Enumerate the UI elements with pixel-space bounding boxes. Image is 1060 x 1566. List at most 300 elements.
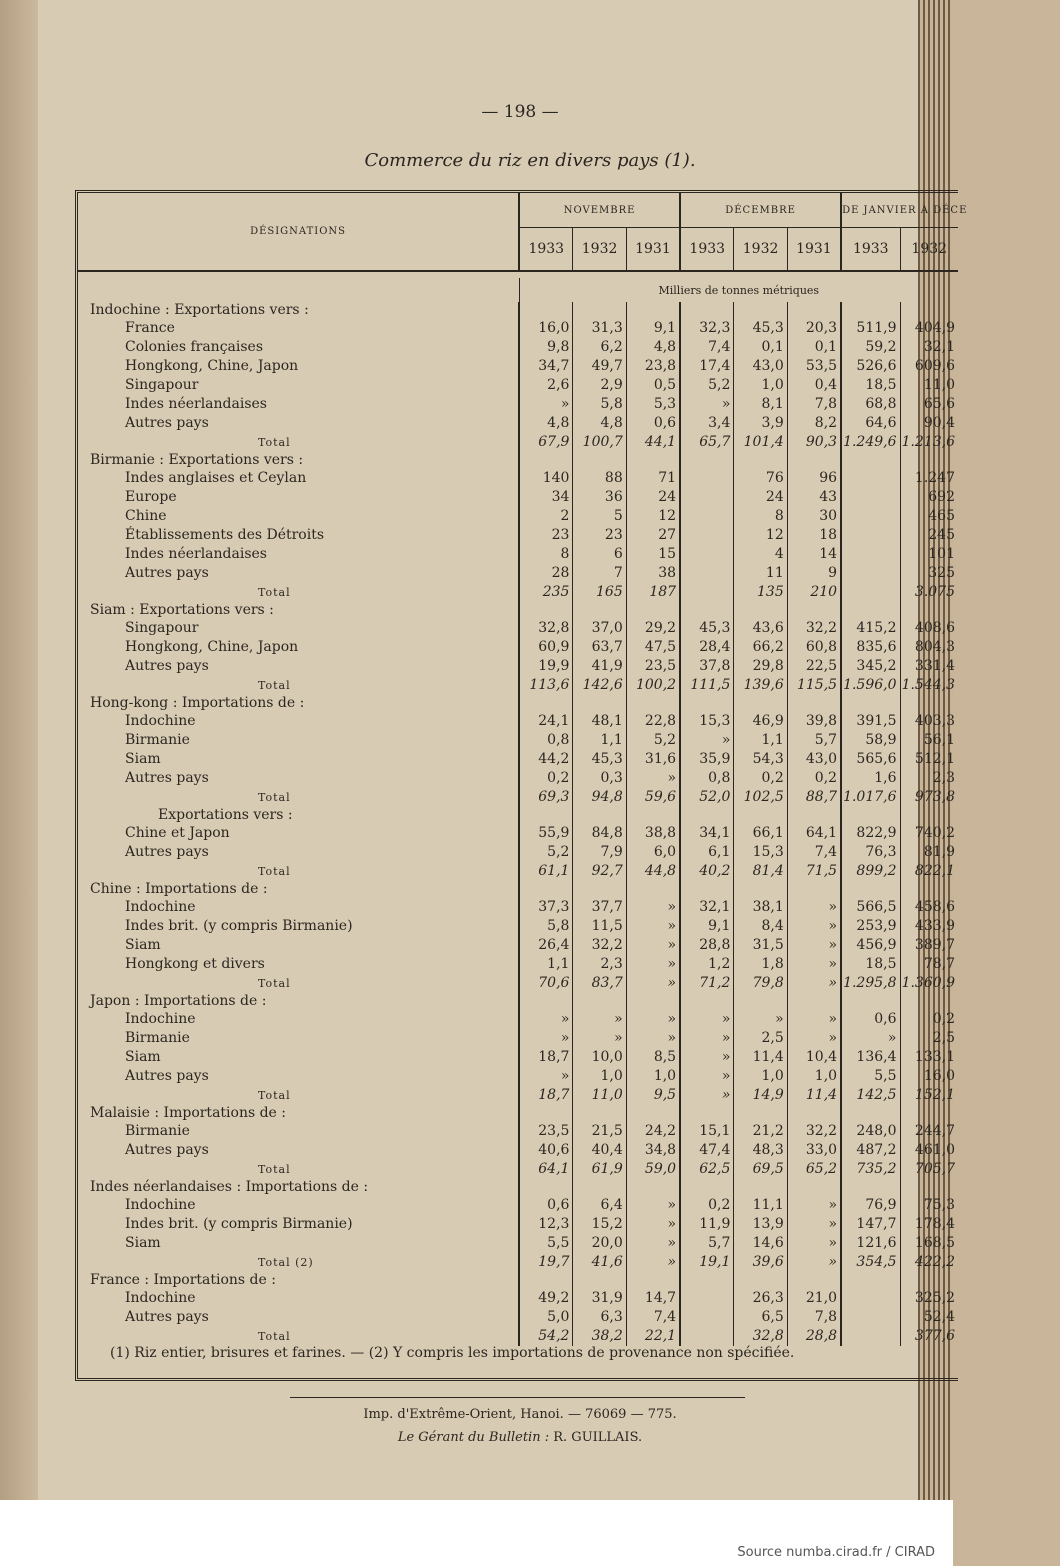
data-row <box>78 338 958 357</box>
data-row <box>78 1010 958 1029</box>
value-cell: 31,5 <box>734 936 787 955</box>
value-cell: 43 <box>787 488 841 507</box>
value-cell: 19,9 <box>519 657 573 676</box>
value-cell: 11,0 <box>573 1086 626 1105</box>
value-cell: » <box>787 974 841 993</box>
group-header-novembre: NOVEMBRE <box>519 193 680 228</box>
value-cell: 49,2 <box>519 1289 573 1308</box>
value-cell: 59,6 <box>626 788 680 807</box>
value-cell: 0,6 <box>626 414 680 433</box>
empty-cell <box>734 1272 787 1289</box>
data-row <box>78 712 958 731</box>
value-cell: 32,3 <box>680 319 734 338</box>
data-row <box>78 376 958 395</box>
value-cell: 18 <box>787 526 841 545</box>
empty-cell <box>573 452 626 469</box>
value-cell: 2,5 <box>900 1029 958 1048</box>
value-cell: 6,3 <box>573 1308 626 1327</box>
value-cell: 52,0 <box>680 788 734 807</box>
empty-cell <box>626 807 680 824</box>
value-cell: 41,6 <box>573 1253 626 1272</box>
value-cell: 32,8 <box>519 619 573 638</box>
value-cell: 1,8 <box>734 955 787 974</box>
section-title: Birmanie : Exportations vers : <box>90 452 304 468</box>
value-cell: 735,2 <box>841 1160 900 1179</box>
value-cell: 101 <box>900 545 958 564</box>
row-label: Birmanie <box>125 1030 190 1046</box>
total-row <box>78 974 958 993</box>
row-label: Indochine <box>125 1290 196 1306</box>
empty-cell <box>573 1272 626 1289</box>
value-cell: 71 <box>626 469 680 488</box>
value-cell: 49,7 <box>573 357 626 376</box>
value-cell: 0,5 <box>626 376 680 395</box>
empty-cell <box>900 807 958 824</box>
value-cell: 11,4 <box>734 1048 787 1067</box>
data-row <box>78 507 958 526</box>
value-cell: 66,1 <box>734 824 787 843</box>
value-cell: 54,2 <box>519 1327 573 1346</box>
empty-cell <box>841 1105 900 1122</box>
value-cell: 34,8 <box>626 1141 680 1160</box>
footnote: (1) Riz entier, brisures et farines. — (2) Y compris les importations de provenance non spécifiée. <box>110 1345 795 1361</box>
empty-cell <box>787 1179 841 1196</box>
value-cell: 8,1 <box>734 395 787 414</box>
value-cell: 1,0 <box>787 1067 841 1086</box>
value-cell: » <box>626 769 680 788</box>
value-cell: 12,3 <box>519 1215 573 1234</box>
empty-cell <box>626 993 680 1010</box>
value-cell: 133,1 <box>900 1048 958 1067</box>
value-cell: » <box>787 1196 841 1215</box>
row-label: Siam <box>125 1049 161 1065</box>
value-cell: 2,6 <box>519 376 573 395</box>
section-header-row <box>78 602 958 619</box>
total-row <box>78 583 958 602</box>
value-cell <box>841 469 900 488</box>
value-cell: 94,8 <box>573 788 626 807</box>
value-cell: » <box>680 1010 734 1029</box>
empty-cell <box>734 1179 787 1196</box>
group-header-decembre: DÉCEMBRE <box>680 193 841 228</box>
value-cell <box>841 1289 900 1308</box>
value-cell: 465 <box>900 507 958 526</box>
value-cell: 81,4 <box>734 862 787 881</box>
value-cell: 121,6 <box>841 1234 900 1253</box>
value-cell: 22,8 <box>626 712 680 731</box>
value-cell: 45,3 <box>680 619 734 638</box>
value-cell: 15,1 <box>680 1122 734 1141</box>
value-cell: 24 <box>626 488 680 507</box>
data-row <box>78 750 958 769</box>
value-cell: 5,0 <box>519 1308 573 1327</box>
value-cell: 403,3 <box>900 712 958 731</box>
value-cell <box>680 469 734 488</box>
value-cell: 11,1 <box>734 1196 787 1215</box>
empty-cell <box>734 1105 787 1122</box>
data-row <box>78 731 958 750</box>
value-cell: 152,1 <box>900 1086 958 1105</box>
value-cell: » <box>626 898 680 917</box>
data-row <box>78 1308 958 1327</box>
data-row <box>78 1122 958 1141</box>
value-cell: 5,2 <box>519 843 573 862</box>
value-cell: 59,2 <box>841 338 900 357</box>
value-cell: 135 <box>734 583 787 602</box>
value-cell: 822,1 <box>900 862 958 881</box>
row-total-label: Total <box>258 436 291 449</box>
value-cell: 29,8 <box>734 657 787 676</box>
value-cell: 23 <box>519 526 573 545</box>
value-cell: 28,8 <box>787 1327 841 1346</box>
value-cell: 511,9 <box>841 319 900 338</box>
value-cell <box>680 488 734 507</box>
empty-cell <box>900 602 958 619</box>
section-header-row <box>78 452 958 469</box>
data-row <box>78 769 958 788</box>
value-cell: 35,9 <box>680 750 734 769</box>
value-cell: 0,6 <box>519 1196 573 1215</box>
value-cell <box>680 507 734 526</box>
value-cell: 65,6 <box>900 395 958 414</box>
value-cell: 187 <box>626 583 680 602</box>
empty-cell <box>680 1179 734 1196</box>
designations-header: DÉSIGNATIONS <box>250 226 347 237</box>
value-cell: 1,1 <box>734 731 787 750</box>
value-cell: 60,8 <box>787 638 841 657</box>
value-cell: 6,0 <box>626 843 680 862</box>
section-title: Japon : Importations de : <box>90 993 267 1009</box>
data-row <box>78 1234 958 1253</box>
unit-label: Milliers de tonnes métriques <box>519 278 958 302</box>
empty-cell <box>900 881 958 898</box>
data-row <box>78 1067 958 1086</box>
value-cell: 90,4 <box>900 414 958 433</box>
value-cell: 64,1 <box>787 824 841 843</box>
empty-cell <box>841 1179 900 1196</box>
empty-cell <box>734 602 787 619</box>
value-cell: 28,8 <box>680 936 734 955</box>
empty-cell <box>573 695 626 712</box>
year-header: 1933 <box>680 228 734 272</box>
value-cell: 32,2 <box>787 1122 841 1141</box>
value-cell: 692 <box>900 488 958 507</box>
year-header: 1932 <box>573 228 626 272</box>
row-label: Indes brit. (y compris Birmanie) <box>125 1216 353 1232</box>
value-cell: 15,2 <box>573 1215 626 1234</box>
empty-cell <box>841 807 900 824</box>
value-cell: 47,5 <box>626 638 680 657</box>
data-row <box>78 917 958 936</box>
data-row <box>78 657 958 676</box>
value-cell: 1.544,3 <box>900 676 958 695</box>
value-cell: » <box>787 1215 841 1234</box>
value-cell: 19,1 <box>680 1253 734 1272</box>
value-cell: 24,1 <box>519 712 573 731</box>
value-cell: 1,1 <box>519 955 573 974</box>
divider <box>290 1397 745 1398</box>
data-row <box>78 1215 958 1234</box>
row-total-label: Total <box>258 679 291 692</box>
row-label: Siam <box>125 937 161 953</box>
value-cell: 38,1 <box>734 898 787 917</box>
group-header-janvier-decembre: DE JANVIER A DÉCE <box>841 193 958 228</box>
empty-cell <box>519 807 573 824</box>
value-cell: 8,5 <box>626 1048 680 1067</box>
row-label: Colonies françaises <box>125 339 264 355</box>
row-label: Singapour <box>125 620 199 636</box>
section-header-row <box>78 881 958 898</box>
value-cell: 0,2 <box>519 769 573 788</box>
value-cell: 487,2 <box>841 1141 900 1160</box>
value-cell: 377,6 <box>900 1327 958 1346</box>
value-cell: 1,0 <box>573 1067 626 1086</box>
value-cell: 32,2 <box>573 936 626 955</box>
value-cell: 11,5 <box>573 917 626 936</box>
empty-cell <box>519 881 573 898</box>
value-cell: 142,5 <box>841 1086 900 1105</box>
value-cell: 38 <box>626 564 680 583</box>
year-header: 1932 <box>900 228 958 272</box>
value-cell: 18,5 <box>841 376 900 395</box>
value-cell: » <box>680 1048 734 1067</box>
value-cell: 18,5 <box>841 955 900 974</box>
empty-cell <box>900 1179 958 1196</box>
value-cell: 100,7 <box>573 433 626 452</box>
value-cell <box>841 545 900 564</box>
value-cell: 136,4 <box>841 1048 900 1067</box>
value-cell: 88 <box>573 469 626 488</box>
value-cell: 21,0 <box>787 1289 841 1308</box>
value-cell: 14,7 <box>626 1289 680 1308</box>
value-cell: 14,6 <box>734 1234 787 1253</box>
value-cell: 389,7 <box>900 936 958 955</box>
data-row <box>78 564 958 583</box>
empty-cell <box>734 807 787 824</box>
row-label: Birmanie <box>125 732 190 748</box>
value-cell: » <box>787 898 841 917</box>
value-cell: 325,2 <box>900 1289 958 1308</box>
value-cell: 15,3 <box>680 712 734 731</box>
value-cell <box>841 583 900 602</box>
value-cell: 4 <box>734 545 787 564</box>
value-cell: 415,2 <box>841 619 900 638</box>
value-cell: 1,0 <box>734 1067 787 1086</box>
row-label: Chine et Japon <box>125 825 230 841</box>
value-cell: 178,4 <box>900 1215 958 1234</box>
row-total-label: Total <box>258 1163 291 1176</box>
value-cell: 76,9 <box>841 1196 900 1215</box>
value-cell: 63,7 <box>573 638 626 657</box>
value-cell: 55,9 <box>519 824 573 843</box>
empty-cell <box>573 602 626 619</box>
value-cell: 11 <box>734 564 787 583</box>
value-cell: 29,2 <box>626 619 680 638</box>
row-label: Autres pays <box>125 1142 209 1158</box>
empty-cell <box>734 695 787 712</box>
value-cell: 67,9 <box>519 433 573 452</box>
value-cell: 331,4 <box>900 657 958 676</box>
value-cell: 705,7 <box>900 1160 958 1179</box>
empty-cell <box>573 881 626 898</box>
source-credit: Source numba.cirad.fr / CIRAD <box>737 1545 935 1560</box>
value-cell: 5,7 <box>787 731 841 750</box>
total-row <box>78 1086 958 1105</box>
value-cell: 244,7 <box>900 1122 958 1141</box>
empty-cell <box>626 881 680 898</box>
value-cell: 40,6 <box>519 1141 573 1160</box>
value-cell: 512,1 <box>900 750 958 769</box>
value-cell: 325 <box>900 564 958 583</box>
value-cell: 9,5 <box>626 1086 680 1105</box>
empty-cell <box>841 602 900 619</box>
value-cell: 0,2 <box>680 1196 734 1215</box>
value-cell: 37,8 <box>680 657 734 676</box>
value-cell: 41,9 <box>573 657 626 676</box>
value-cell: 43,6 <box>734 619 787 638</box>
empty-cell <box>734 993 787 1010</box>
value-cell: 0,2 <box>787 769 841 788</box>
empty-cell <box>841 881 900 898</box>
value-cell: 32,2 <box>787 619 841 638</box>
row-label: Autres pays <box>125 565 209 581</box>
value-cell: 30 <box>787 507 841 526</box>
value-cell: 5,8 <box>519 917 573 936</box>
empty-cell <box>573 302 626 319</box>
value-cell: 5,3 <box>626 395 680 414</box>
value-cell: 7 <box>573 564 626 583</box>
imprint: Imp. d'Extrême-Orient, Hanoi. — 76069 — 775. <box>363 1407 677 1422</box>
empty-cell <box>787 302 841 319</box>
value-cell: 245 <box>900 526 958 545</box>
value-cell: 47,4 <box>680 1141 734 1160</box>
value-cell: 43,0 <box>787 750 841 769</box>
value-cell: 1.247 <box>900 469 958 488</box>
value-cell: 14 <box>787 545 841 564</box>
value-cell: 8,2 <box>787 414 841 433</box>
section-title: Exportations vers : <box>158 807 293 823</box>
value-cell: 113,6 <box>519 676 573 695</box>
total-row <box>78 676 958 695</box>
empty-cell <box>900 452 958 469</box>
value-cell: 0,2 <box>734 769 787 788</box>
value-cell: 147,7 <box>841 1215 900 1234</box>
value-cell: 31,6 <box>626 750 680 769</box>
empty-cell <box>519 302 573 319</box>
value-cell: 7,4 <box>626 1308 680 1327</box>
row-label: Indochine <box>125 1197 196 1213</box>
value-cell: 456,9 <box>841 936 900 955</box>
value-cell: » <box>519 395 573 414</box>
value-cell <box>841 564 900 583</box>
value-cell: 65,2 <box>787 1160 841 1179</box>
value-cell: 16,0 <box>519 319 573 338</box>
empty-cell <box>519 695 573 712</box>
value-cell: 38,8 <box>626 824 680 843</box>
value-cell: 28,4 <box>680 638 734 657</box>
empty-cell <box>734 881 787 898</box>
value-cell: 8,4 <box>734 917 787 936</box>
value-cell: 58,9 <box>841 731 900 750</box>
value-cell: 1.360,9 <box>900 974 958 993</box>
value-cell: 13,9 <box>734 1215 787 1234</box>
value-cell: 0,1 <box>787 338 841 357</box>
row-label: Hongkong, Chine, Japon <box>125 639 299 655</box>
value-cell <box>680 526 734 545</box>
value-cell: 61,9 <box>573 1160 626 1179</box>
row-total-label: Total <box>258 865 291 878</box>
value-cell: 6,4 <box>573 1196 626 1215</box>
row-label: Autres pays <box>125 844 209 860</box>
value-cell: 4,8 <box>519 414 573 433</box>
empty-cell <box>900 1105 958 1122</box>
year-header: 1931 <box>626 228 680 272</box>
value-cell: 40,4 <box>573 1141 626 1160</box>
row-label: Autres pays <box>125 415 209 431</box>
value-cell: 32,1 <box>900 338 958 357</box>
value-cell: 0,3 <box>573 769 626 788</box>
row-label: Indes brit. (y compris Birmanie) <box>125 918 353 934</box>
value-cell: 64,6 <box>841 414 900 433</box>
value-cell: 37,0 <box>573 619 626 638</box>
row-total-label: Total <box>258 791 291 804</box>
value-cell: 391,5 <box>841 712 900 731</box>
value-cell: 46,9 <box>734 712 787 731</box>
value-cell <box>680 564 734 583</box>
value-cell: 11,4 <box>787 1086 841 1105</box>
value-cell: 210 <box>787 583 841 602</box>
value-cell <box>680 1308 734 1327</box>
empty-cell <box>626 1105 680 1122</box>
value-cell: 65,7 <box>680 433 734 452</box>
empty-cell <box>519 452 573 469</box>
value-cell: 139,6 <box>734 676 787 695</box>
value-cell: 1,0 <box>626 1067 680 1086</box>
row-label: Indes anglaises et Ceylan <box>125 470 307 486</box>
value-cell: 899,2 <box>841 862 900 881</box>
value-cell: 69,3 <box>519 788 573 807</box>
value-cell: 9,1 <box>680 917 734 936</box>
value-cell: 48,1 <box>573 712 626 731</box>
value-cell: 15 <box>626 545 680 564</box>
row-total-label: Total <box>258 1330 291 1343</box>
value-cell: 70,6 <box>519 974 573 993</box>
value-cell: 37,3 <box>519 898 573 917</box>
value-cell: 36 <box>573 488 626 507</box>
empty-cell <box>900 1272 958 1289</box>
value-cell: 39,6 <box>734 1253 787 1272</box>
gerant-label: Le Gérant du Bulletin : <box>397 1430 550 1445</box>
empty-cell <box>626 695 680 712</box>
value-cell: 81,9 <box>900 843 958 862</box>
value-cell: 0,8 <box>680 769 734 788</box>
row-label: Autres pays <box>125 1309 209 1325</box>
value-cell: 33,0 <box>787 1141 841 1160</box>
data-row <box>78 843 958 862</box>
data-row <box>78 955 958 974</box>
value-cell <box>680 583 734 602</box>
value-cell: 973,8 <box>900 788 958 807</box>
data-row <box>78 824 958 843</box>
value-cell: 15,3 <box>734 843 787 862</box>
empty-cell <box>626 452 680 469</box>
empty-cell <box>626 302 680 319</box>
empty-cell <box>841 695 900 712</box>
value-cell: 458,6 <box>900 898 958 917</box>
value-cell: 21,5 <box>573 1122 626 1141</box>
value-cell: 1,1 <box>573 731 626 750</box>
value-cell: 5,7 <box>680 1234 734 1253</box>
